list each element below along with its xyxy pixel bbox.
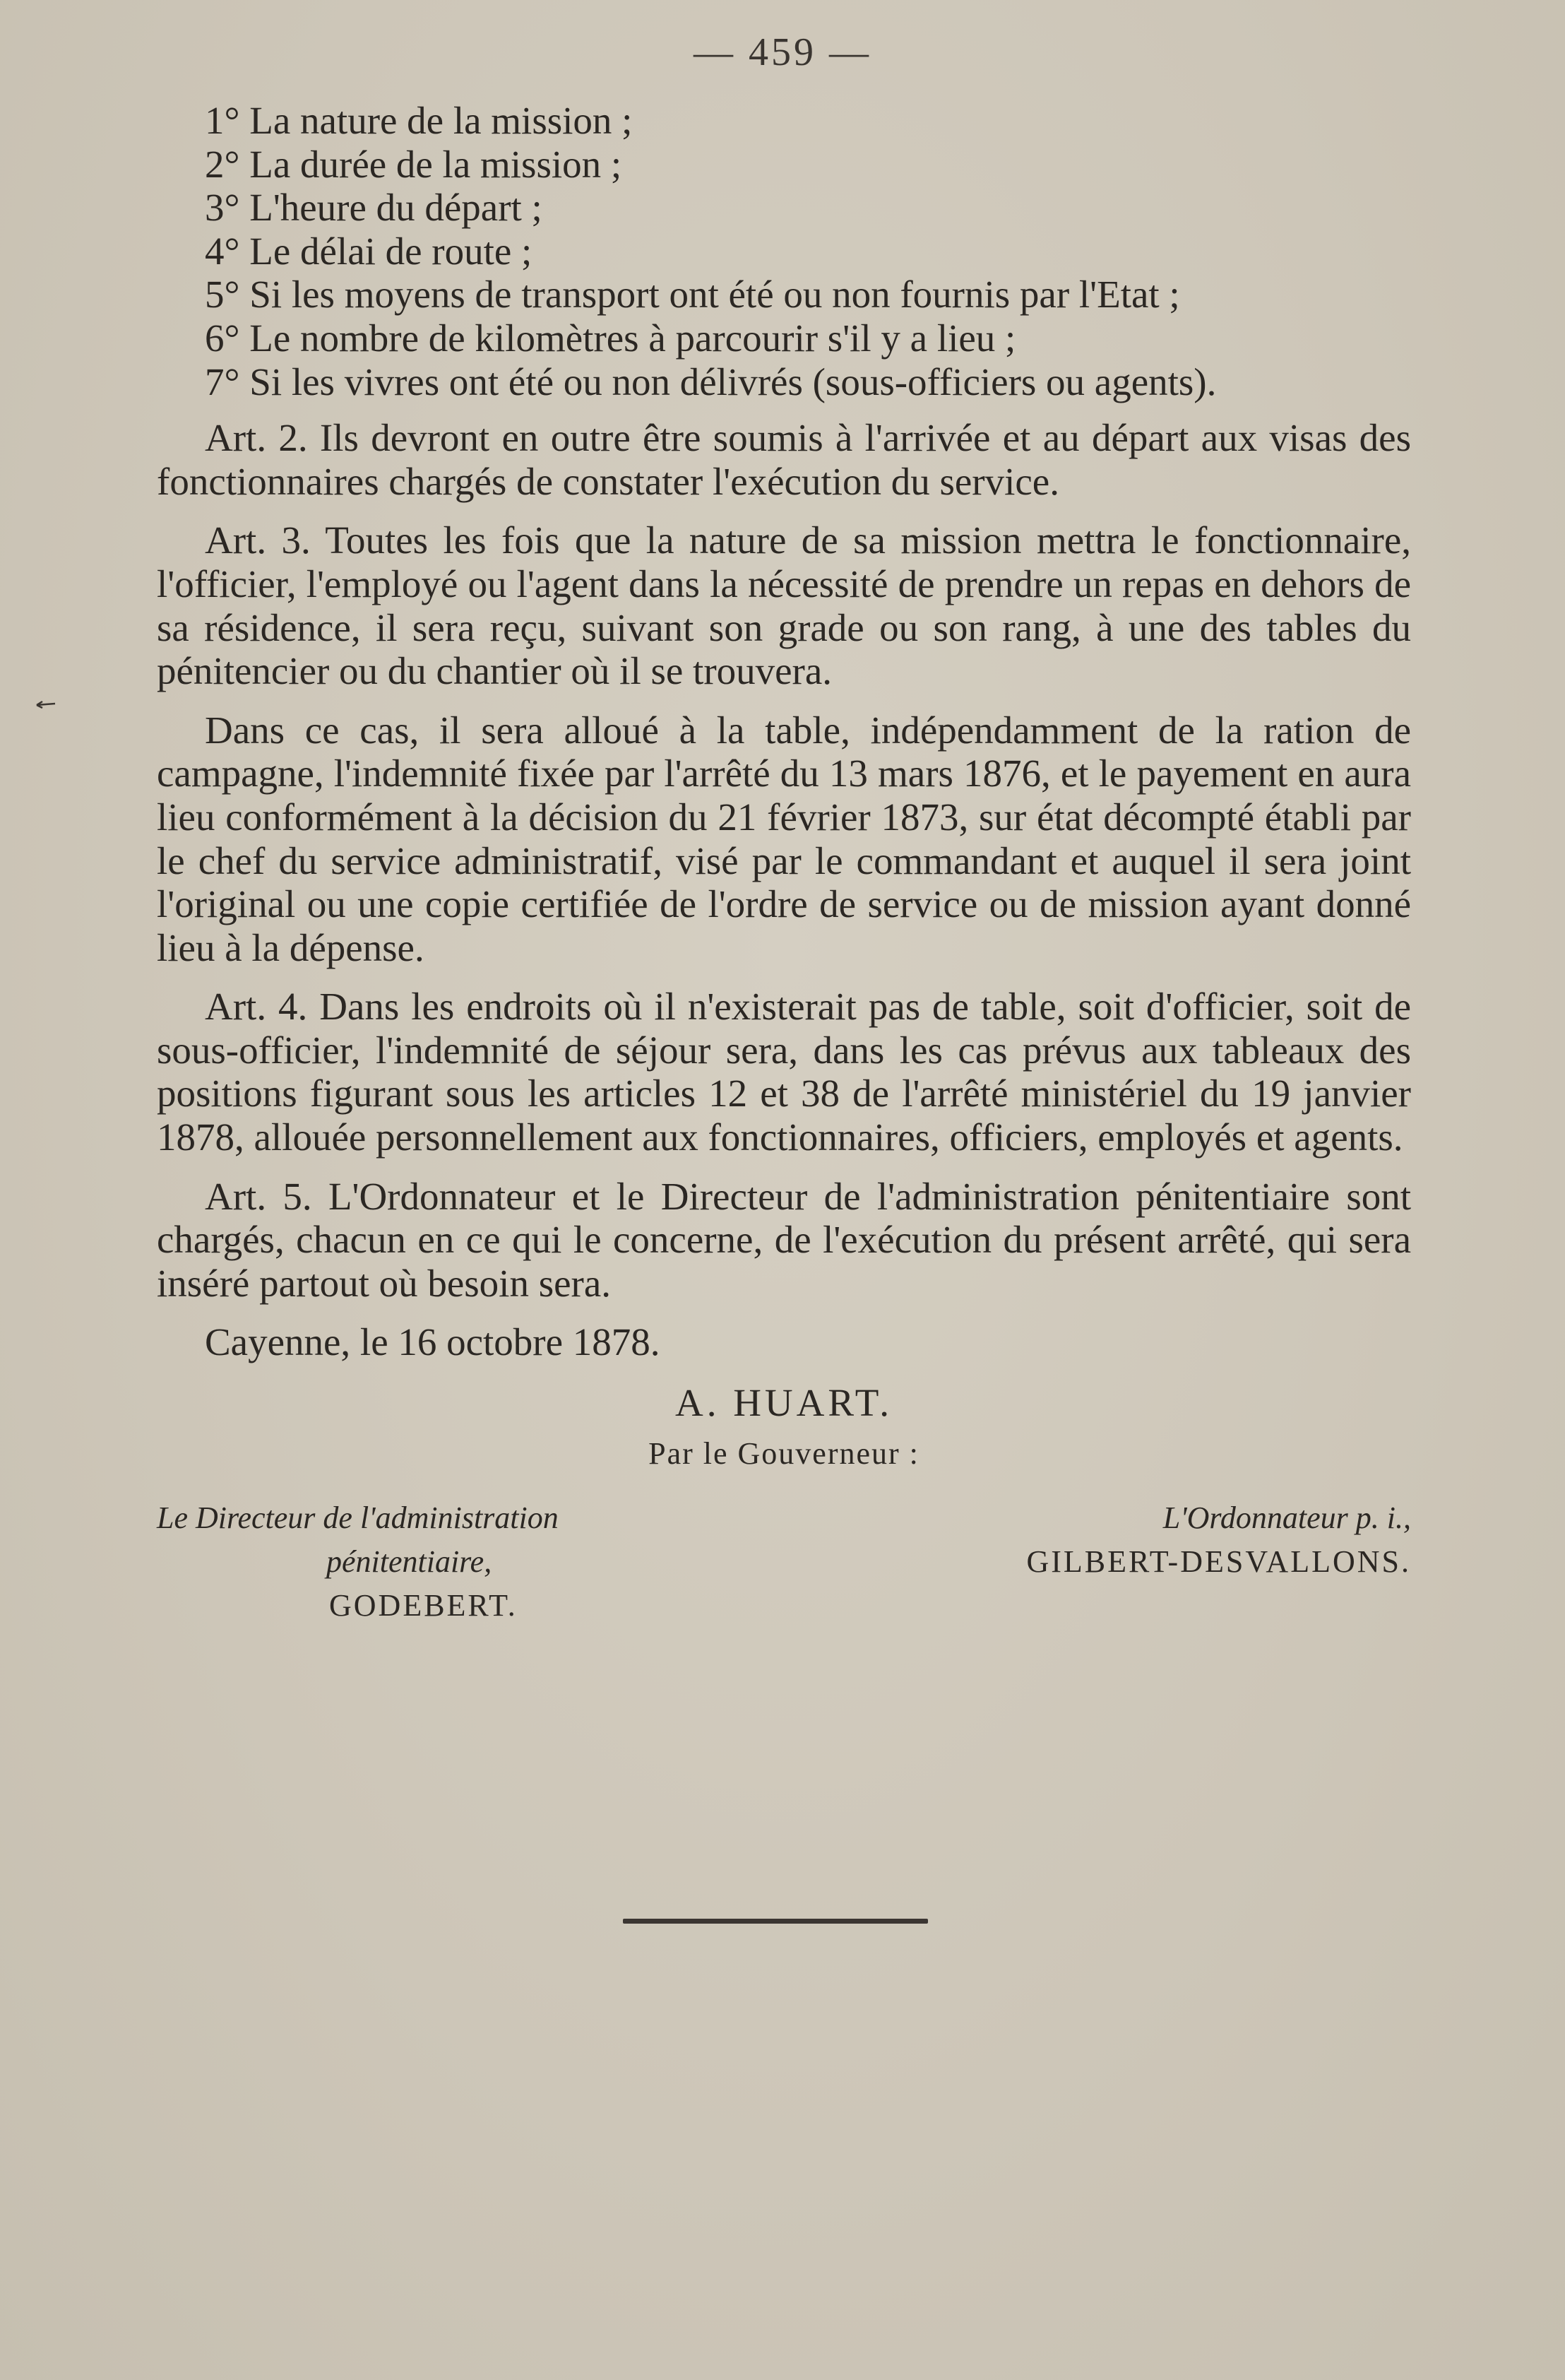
closing-rule — [623, 1919, 928, 1924]
countersignatures — [157, 1496, 1411, 1628]
margin-arrow-icon — [35, 699, 56, 709]
director-title-continued: pénitentiaire, — [326, 1544, 492, 1580]
list-item: 4° Le délai de route ; — [205, 229, 532, 273]
governor-signature: A. HUART. — [674, 1381, 893, 1425]
list-item: 6° Le nombre de kilomètres à parcourir s'il y a lieu ; — [205, 316, 1016, 360]
list-item: 5° Si les moyens de transport ont été ou non fournis par l'Etat ; — [205, 273, 1180, 316]
page-number: — 459 — — [694, 30, 871, 74]
article-2-paragraph: Art. 2. Ils devront en outre être soumis à l'arrivée et au départ aux visas des fonctionnaires chargés de constater l'exécution du service. — [157, 416, 1411, 503]
ordonnateur-name: GILBERT-DESVALLONS. — [1026, 1544, 1411, 1580]
list-item: 1° La nature de la mission ; — [205, 99, 633, 142]
list-item: 7° Si les vivres ont été ou non délivrés (sous-officiers ou agents). — [205, 360, 1217, 403]
document-body — [157, 99, 1411, 1628]
allowance-paragraph: Dans ce cas, il sera alloué à la table, indépendamment de la ration de campagne, l'indemnité fixée par l'arrêté du 13 mars 1876, et le payement en aura lieu conformément à la décision du 21 février 1873, sur état décompté établi par le chef du service administratif, visé par le commandant et auquel il sera joint l'original ou une copie certifiée de l'ordre de service ou de mission ayant donné lieu à la dépense. — [157, 708, 1411, 969]
item-list — [157, 99, 1411, 403]
ordonnateur-title: L'Ordonnateur p. i., — [1162, 1500, 1411, 1536]
article-3-paragraph: Art. 3. Toutes les fois que la nature de sa mission mettra le fonctionnaire, l'officier, l'employé ou l'agent dans la nécessité de prendre un repas en dehors de sa résidence, il sera reçu, suivant son grade ou son rang, à une des tables du pénitencier ou du chantier où il se trouvera. — [157, 519, 1411, 693]
director-title: Le Directeur de l'administration — [157, 1500, 559, 1536]
director-signature-block — [157, 1496, 559, 1628]
list-item: 2° La durée de la mission ; — [205, 142, 622, 186]
dateline: Cayenne, le 16 octobre 1878. — [205, 1320, 660, 1364]
article-4-paragraph: Art. 4. Dans les endroits où il n'existerait pas de table, soit d'officier, soit de sous-officier, l'indemnité de séjour sera, dans les cas prévus aux tableaux des positions figurant sous les articles 12 et 38 de l'arrêté ministériel du 19 janvier 1878, allouée personnellement aux fonctionnaires, officiers, employés et agents. — [157, 985, 1411, 1159]
ordonnateur-signature-block — [1026, 1496, 1411, 1628]
director-name: GODEBERT. — [329, 1588, 518, 1623]
par-le-gouverneur: Par le Gouverneur : — [648, 1435, 920, 1471]
list-item: 3° L'heure du départ ; — [205, 186, 542, 230]
article-5-paragraph: Art. 5. L'Ordonnateur et le Directeur de l'administration pénitentiaire sont chargés, chacun en ce qui le concerne, de l'exécution du présent arrêté, qui sera inséré partout où besoin sera. — [157, 1174, 1411, 1305]
